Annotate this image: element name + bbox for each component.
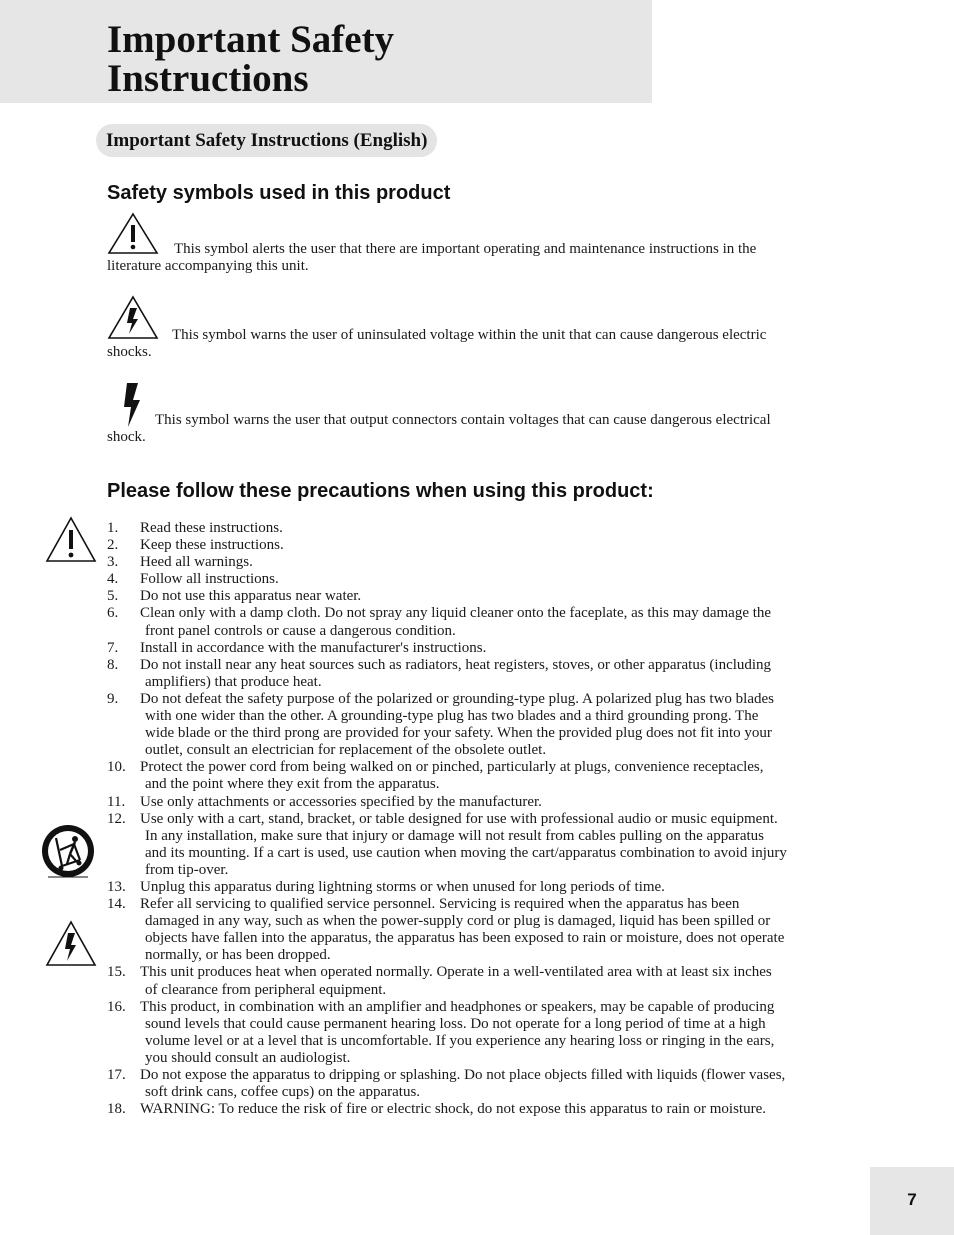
list-item-number: 15. — [107, 964, 126, 981]
list-item — [107, 1067, 787, 1101]
list-item — [107, 759, 787, 793]
symbol-caution-text: This symbol alerts the user that there are important operating and maintenance instructions in the literature accompanying this unit. — [107, 241, 757, 274]
symbol-item-caution — [107, 212, 787, 282]
list-item-number: 3. — [107, 554, 119, 571]
list-item-text: Use only with a cart, stand, bracket, or table designed for use with professional audio or music equipment. In any installation, make sure that injury or damage will not result from cables pulling on the apparatus and its mounting. If a cart is used, use caution when moving the cart/apparatus combination to avoid injury from tip-over. — [140, 810, 787, 878]
list-item — [107, 1101, 787, 1118]
page-title-line-1: Important Safety — [107, 18, 395, 61]
list-item-text: Refer all servicing to qualified service personnel. Servicing is required when the apparatus has been damaged in any way, such as when the power-supply cord or plug is damaged, liquid has been spilled or objects have fallen into the apparatus, the apparatus has been exposed to rain or moisture, does not operate normally, or has been dropped. — [140, 896, 785, 964]
cart-tip-over-icon — [40, 824, 97, 880]
list-item-number: 6. — [107, 605, 119, 622]
list-item — [107, 879, 787, 896]
list-item — [107, 640, 787, 657]
list-item-number: 1. — [107, 520, 119, 536]
list-item-number: 8. — [107, 656, 119, 673]
list-item — [107, 537, 787, 554]
precautions-list — [107, 520, 787, 1118]
lightning-triangle-icon — [45, 920, 97, 968]
list-item-text: Do not expose the apparatus to dripping or splashing. Do not place objects filled with liquids (flower vases, soft drink cans, coffee cups) on the apparatus. — [140, 1067, 786, 1101]
page-title-line-2: Instructions — [107, 57, 309, 100]
symbol-voltage-text: This symbol warns the user of uninsulated voltage within the unit that can cause dangerous electric shocks. — [107, 327, 767, 360]
list-item-text: This product, in combination with an amplifier and headphones or speakers, may be capable of producing sound levels that could cause permanent hearing loss. Do not operate for a long period of time at a high volume level or at a level that is uncomfortable. If you experience any hearing loss or ringing in the ears, you should consult an audiologist. — [140, 998, 775, 1066]
list-item-number: 13. — [107, 878, 126, 895]
list-item — [107, 811, 787, 879]
list-item-number: 18. — [107, 1101, 126, 1118]
symbols-section-heading: Safety symbols used in this product — [107, 182, 451, 204]
list-item-number: 16. — [107, 998, 126, 1015]
list-item-text: Clean only with a damp cloth. Do not spray any liquid cleaner onto the faceplate, as this may damage the front panel controls or cause a dangerous condition. — [140, 605, 772, 639]
list-item-number: 11. — [107, 793, 126, 810]
list-item-number: 4. — [107, 571, 119, 588]
list-item-text: Install in accordance with the manufacturer's instructions. — [140, 639, 487, 656]
list-item — [107, 520, 787, 537]
list-item — [107, 571, 787, 588]
list-item-number: 10. — [107, 759, 126, 776]
list-item-text: Read these instructions. — [140, 520, 283, 536]
page-number: 7 — [907, 1190, 917, 1209]
list-item-text: Follow all instructions. — [140, 571, 279, 588]
list-item-text: WARNING: To reduce the risk of fire or electric shock, do not expose this apparatus to rain or moisture. — [140, 1101, 767, 1118]
list-item-text: Protect the power cord from being walked on or pinched, particularly at plugs, convenience receptacles, and the point where they exit from the apparatus. — [140, 759, 764, 793]
list-item-number: 2. — [107, 537, 119, 554]
list-item-text: Unplug this apparatus during lightning storms or when unused for long periods of time. — [140, 878, 665, 895]
list-item — [107, 964, 787, 998]
list-item-text: Do not use this apparatus near water. — [140, 588, 362, 605]
page-number-box — [870, 1167, 954, 1235]
list-item — [107, 554, 787, 571]
list-item-number: 17. — [107, 1067, 126, 1083]
list-item — [107, 691, 787, 759]
list-item-text: Do not install near any heat sources such as radiators, heat registers, stoves, or other apparatus (including amplifiers) that produce heat. — [140, 656, 772, 690]
list-item — [107, 588, 787, 605]
list-item — [107, 605, 787, 639]
list-item-number: 7. — [107, 639, 119, 656]
language-section-tab: Important Safety Instructions (English) — [96, 124, 437, 157]
list-item-text: Do not defeat the safety purpose of the polarized or grounding-type plug. A polarized plug has two blades with one wider than the other. A grounding-type plug has two blades and a third grounding prong. The wide blade or the third prong are provided for your safety. When the provided plug does not fit into your outlet, consult an electrician for replacement of the obsolete outlet. — [140, 690, 774, 759]
list-item-number: 14. — [107, 896, 126, 913]
list-item — [107, 794, 787, 811]
precautions-heading: Please follow these precautions when using this product: — [107, 480, 654, 502]
symbol-output-text: This symbol warns the user that output connectors contain voltages that can cause dangerous electrical shock. — [107, 412, 771, 445]
list-item-number: 9. — [107, 690, 119, 707]
list-item-number: 12. — [107, 810, 126, 827]
list-item — [107, 999, 787, 1067]
list-item-text: This unit produces heat when operated normally. Operate in a well-ventilated area with at least six inches of clearance from peripheral equipment. — [140, 964, 772, 998]
page-title — [107, 20, 627, 98]
list-item-text: Keep these instructions. — [140, 537, 284, 554]
symbol-item-voltage — [107, 295, 787, 365]
exclamation-triangle-icon — [45, 516, 97, 564]
list-item-text: Heed all warnings. — [140, 554, 253, 571]
list-item — [107, 896, 787, 964]
list-item-text: Use only attachments or accessories specified by the manufacturer. — [140, 793, 542, 810]
list-item — [107, 657, 787, 691]
symbol-item-output-connectors — [107, 382, 787, 452]
list-item-number: 5. — [107, 588, 119, 605]
